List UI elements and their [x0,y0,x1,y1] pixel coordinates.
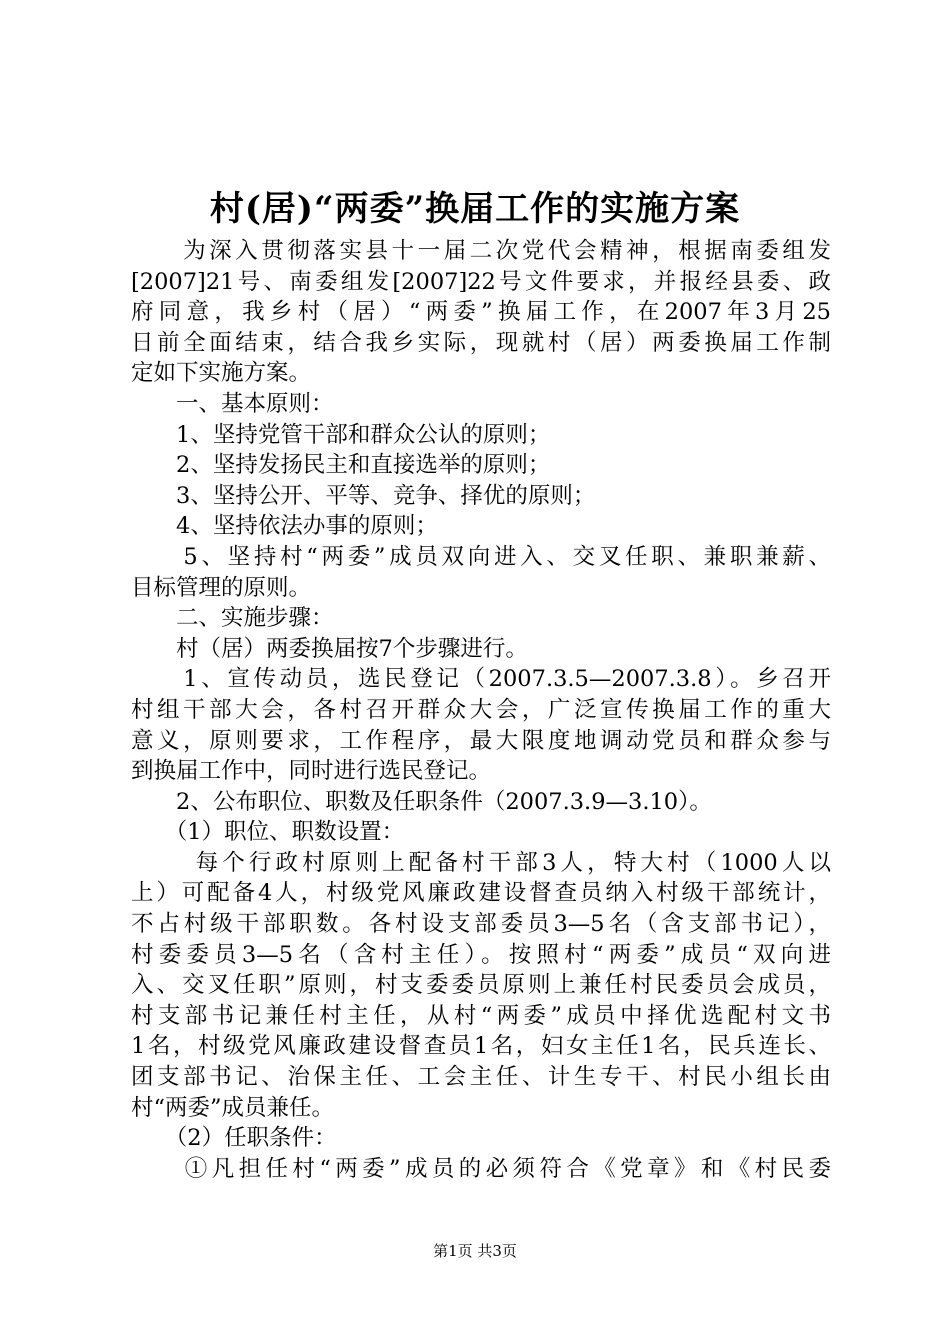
body-line: 3、坚持公开、平等、竞争、择优的原则； [131,482,596,509]
body-line: 入、交叉任职”原则，村支委委员原则上兼任村民委员会成员， [131,972,831,999]
body-line: [2007]21号、南委组发[2007]22号文件要求，并报经县委、政 [131,268,831,295]
body-line: （2）任职条件： [131,1125,337,1152]
body-line: 村（居）两委换届按7个步骤进行。 [131,635,528,662]
body-line: 村组干部大会，各村召开群众大会，广泛宣传换届工作的重大 [131,696,831,723]
body-line: 意义，原则要求，工作程序，最大限度地调动党员和群众参与 [131,727,831,754]
body-line: 5、坚持村“两委”成员双向进入、交叉任职、兼职兼薪、 [131,543,831,570]
body-line: 团支部书记、治保主任、工会主任、计生专干、村民小组长由 [131,1064,831,1091]
body-line: 每个行政村原则上配备村干部3人，特大村（1000人以 [131,849,831,876]
body-line: 一、基本原则： [131,390,334,417]
document-body [131,236,831,1184]
body-line: 府同意，我乡村（居）“两委”换届工作，在2007年3月25 [131,299,831,326]
body-line: 为深入贯彻落实县十一届二次党代会精神，根据南委组发 [131,238,831,264]
body-line: 村委委员3—5名（含村主任）。按照村“两委”成员“双向进 [131,941,831,968]
body-line: 日前全面结束，结合我乡实际，现就村（居）两委换届工作制 [131,329,831,356]
body-line: 到换届工作中，同时进行选民登记。 [131,758,492,785]
body-line: 目标管理的原则。 [131,574,312,601]
document-title: 村(居)“两委”换届工作的实施方案 [209,189,741,229]
page-footer: 第1页 共3页 [433,1242,517,1260]
body-line: 定如下实施方案。 [131,360,312,387]
body-line: 二、实施步骤： [131,605,334,632]
body-line: 1名，村级党风廉政建设督查员1名，妇女主任1名，民兵连长、 [131,1033,831,1060]
body-line: 1、宣传动员，选民登记（2007.3.5—2007.3.8）。乡召开 [131,666,831,693]
body-line: 上）可配备4人，村级党风廉政建设督查员纳入村级干部统计， [131,880,831,907]
body-line: 不占村级干部职数。各村设支部委员3—5名（含支部书记）， [131,911,831,938]
body-line: （1）职位、职数设置： [131,819,405,846]
body-line: 2、坚持发扬民主和直接选举的原则； [131,452,551,479]
body-line: 村支部书记兼任村主任，从村“两委”成员中择优选配村文书 [131,1002,831,1029]
body-line: ①凡担任村“两委”成员的必须符合《党章》和《村民委 [131,1155,831,1182]
body-line: 村“两委”成员兼任。 [131,1094,335,1121]
body-line: 4、坚持依法办事的原则； [131,513,438,540]
body-line: 2、公布职位、职数及任职条件（2007.3.9—3.10）。 [131,788,712,815]
body-line: 1、坚持党管干部和群众公认的原则； [131,421,551,448]
